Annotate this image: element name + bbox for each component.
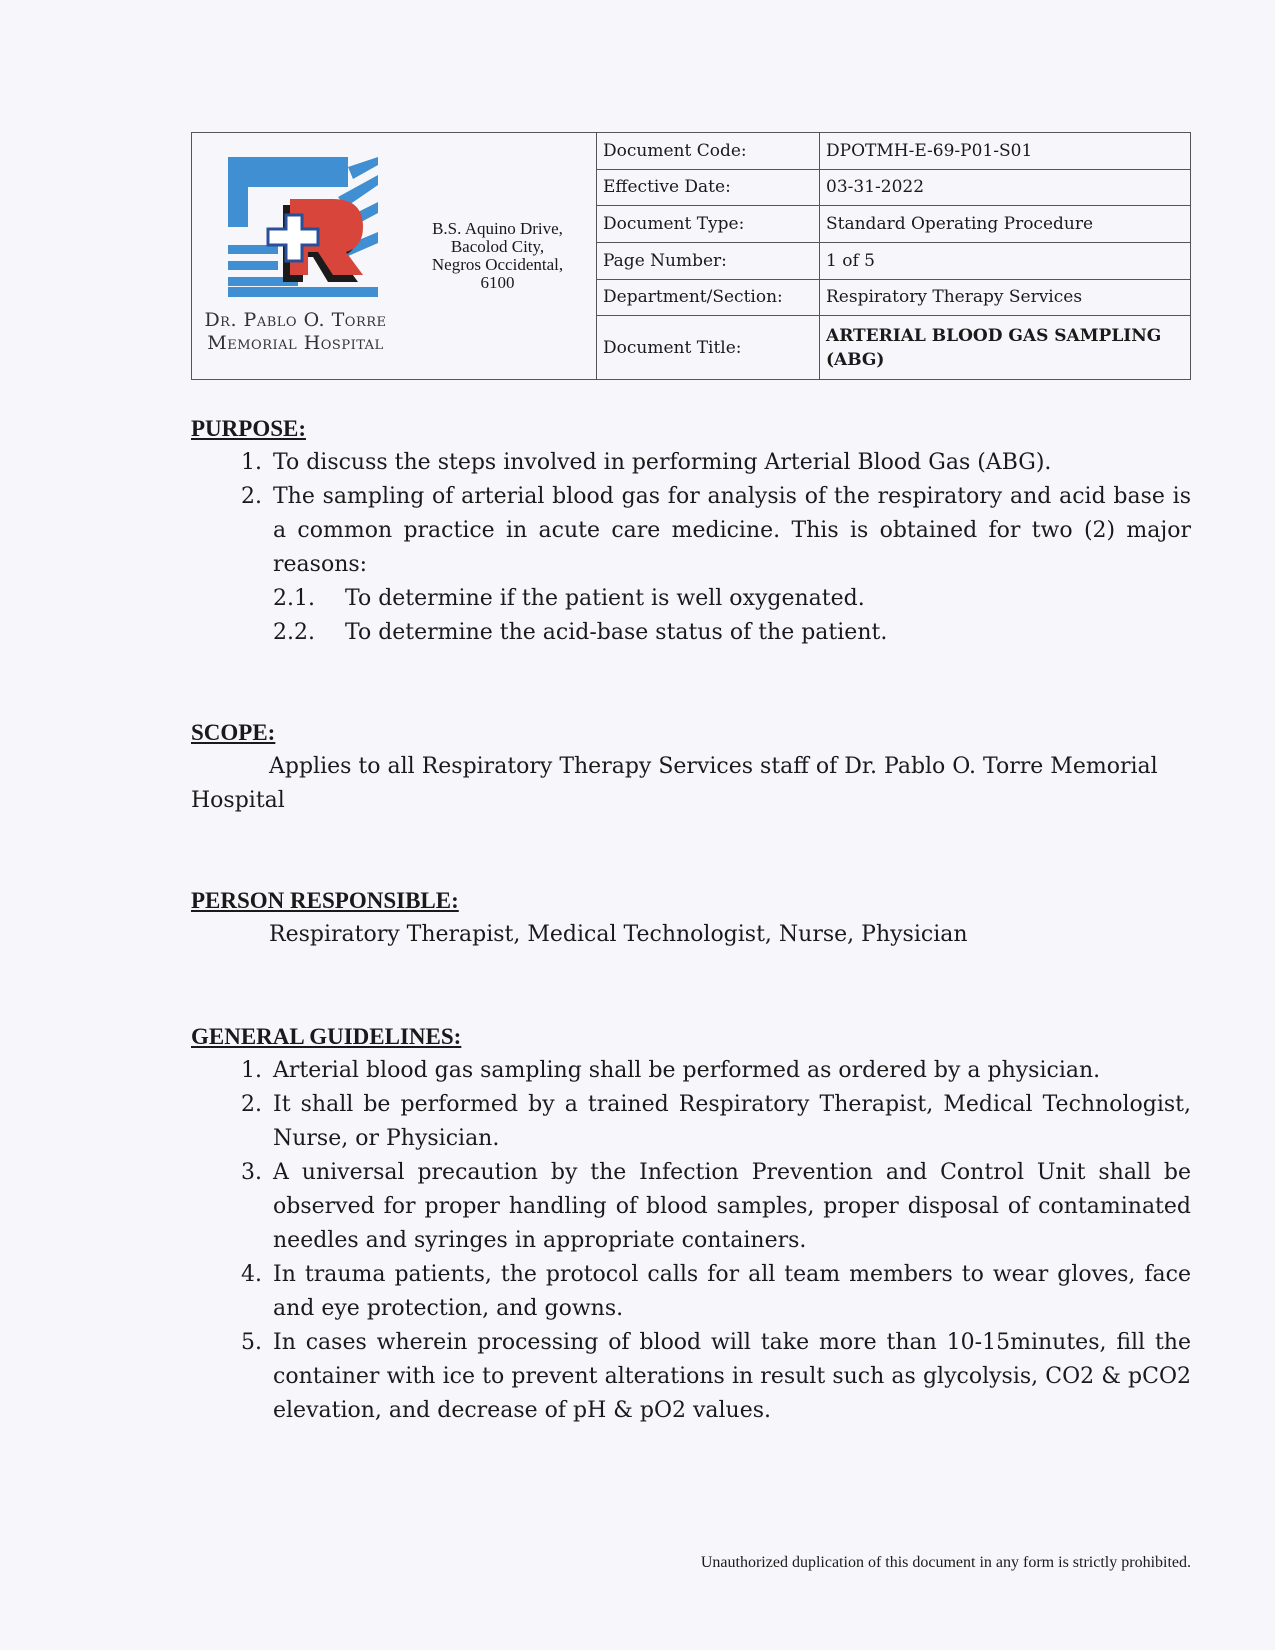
- effective-date-value: 03-31-2022: [820, 169, 1191, 206]
- logo-cell: [192, 133, 400, 380]
- general-guidelines-section: [191, 1020, 1191, 1428]
- department-value: Respiratory Therapy Services: [820, 279, 1191, 316]
- sub-list-item: 2.2. To determine the acid-base status of the patient.: [273, 620, 888, 645]
- document-title-label: Document Title:: [597, 316, 820, 380]
- effective-date-label: Effective Date:: [597, 169, 820, 206]
- hospital-address: B.S. Aquino Drive, Bacolod City, Negros Occidental, 6100: [399, 133, 597, 380]
- page-number-value: 1 of 5: [820, 242, 1191, 279]
- person-responsible-heading: PERSON RESPONSIBLE:: [191, 888, 459, 913]
- list-item: 1. Arterial blood gas sampling shall be performed as ordered by a physician.: [269, 1054, 1191, 1088]
- hospital-logo-icon: [228, 157, 383, 307]
- list-item: 2. It shall be performed by a trained Respiratory Therapist, Medical Technologist, Nurse, or Physician.: [269, 1088, 1191, 1156]
- guidelines-list: [191, 1054, 1191, 1428]
- purpose-list: [191, 446, 1191, 582]
- document-title-value: ARTERIAL BLOOD GAS SAMPLING (ABG): [820, 316, 1191, 380]
- general-guidelines-heading: GENERAL GUIDELINES:: [191, 1024, 462, 1049]
- document-code-label: Document Code:: [597, 133, 820, 170]
- list-item: 4. In trauma patients, the protocol calls for all team members to wear gloves, face and eye protection, and gowns.: [269, 1258, 1191, 1326]
- purpose-heading: PURPOSE:: [191, 416, 306, 441]
- sub-list-item: 2.1. To determine if the patient is well oxygenated.: [273, 586, 865, 611]
- department-label: Department/Section:: [597, 279, 820, 316]
- list-item: 3. A universal precaution by the Infection Prevention and Control Unit shall be observed for proper handling of blood samples, proper disposal of contaminated needles and syringes in appropriate containers.: [269, 1156, 1191, 1258]
- document-type-value: Standard Operating Procedure: [820, 206, 1191, 243]
- scope-section: [191, 716, 1191, 818]
- purpose-section: [191, 412, 1191, 650]
- list-item: 5. In cases wherein processing of blood will take more than 10-15minutes, fill the container with ice to prevent alterations in result such as glycolysis, CO2 & pCO2 elevation, and decrease of pH & pO2 values.: [269, 1326, 1191, 1428]
- scope-heading: SCOPE:: [191, 720, 276, 745]
- document-code-value: DPOTMH-E-69-P01-S01: [820, 133, 1191, 170]
- page-number-label: Page Number:: [597, 242, 820, 279]
- list-item: 2. The sampling of arterial blood gas for analysis of the respiratory and acid base is a common practice in acute care medicine. This is obtained for two (2) major reasons:: [269, 480, 1191, 582]
- footer-notice: Unauthorized duplication of this document in any form is strictly prohibited.: [700, 1554, 1191, 1571]
- person-responsible-text: Respiratory Therapist, Medical Technologist, Nurse, Physician: [269, 922, 968, 947]
- hospital-name: Dr. Pablo O. Torre Memorial Hospital: [204, 309, 387, 354]
- list-item: 1. To discuss the steps involved in performing Arterial Blood Gas (ABG).: [269, 446, 1191, 480]
- scope-text: Applies to all Respiratory Therapy Services staff of Dr. Pablo O. Torre Memorial Hospital: [191, 754, 1158, 813]
- document-header-table: [191, 132, 1191, 380]
- person-responsible-section: [191, 884, 1191, 952]
- document-type-label: Document Type:: [597, 206, 820, 243]
